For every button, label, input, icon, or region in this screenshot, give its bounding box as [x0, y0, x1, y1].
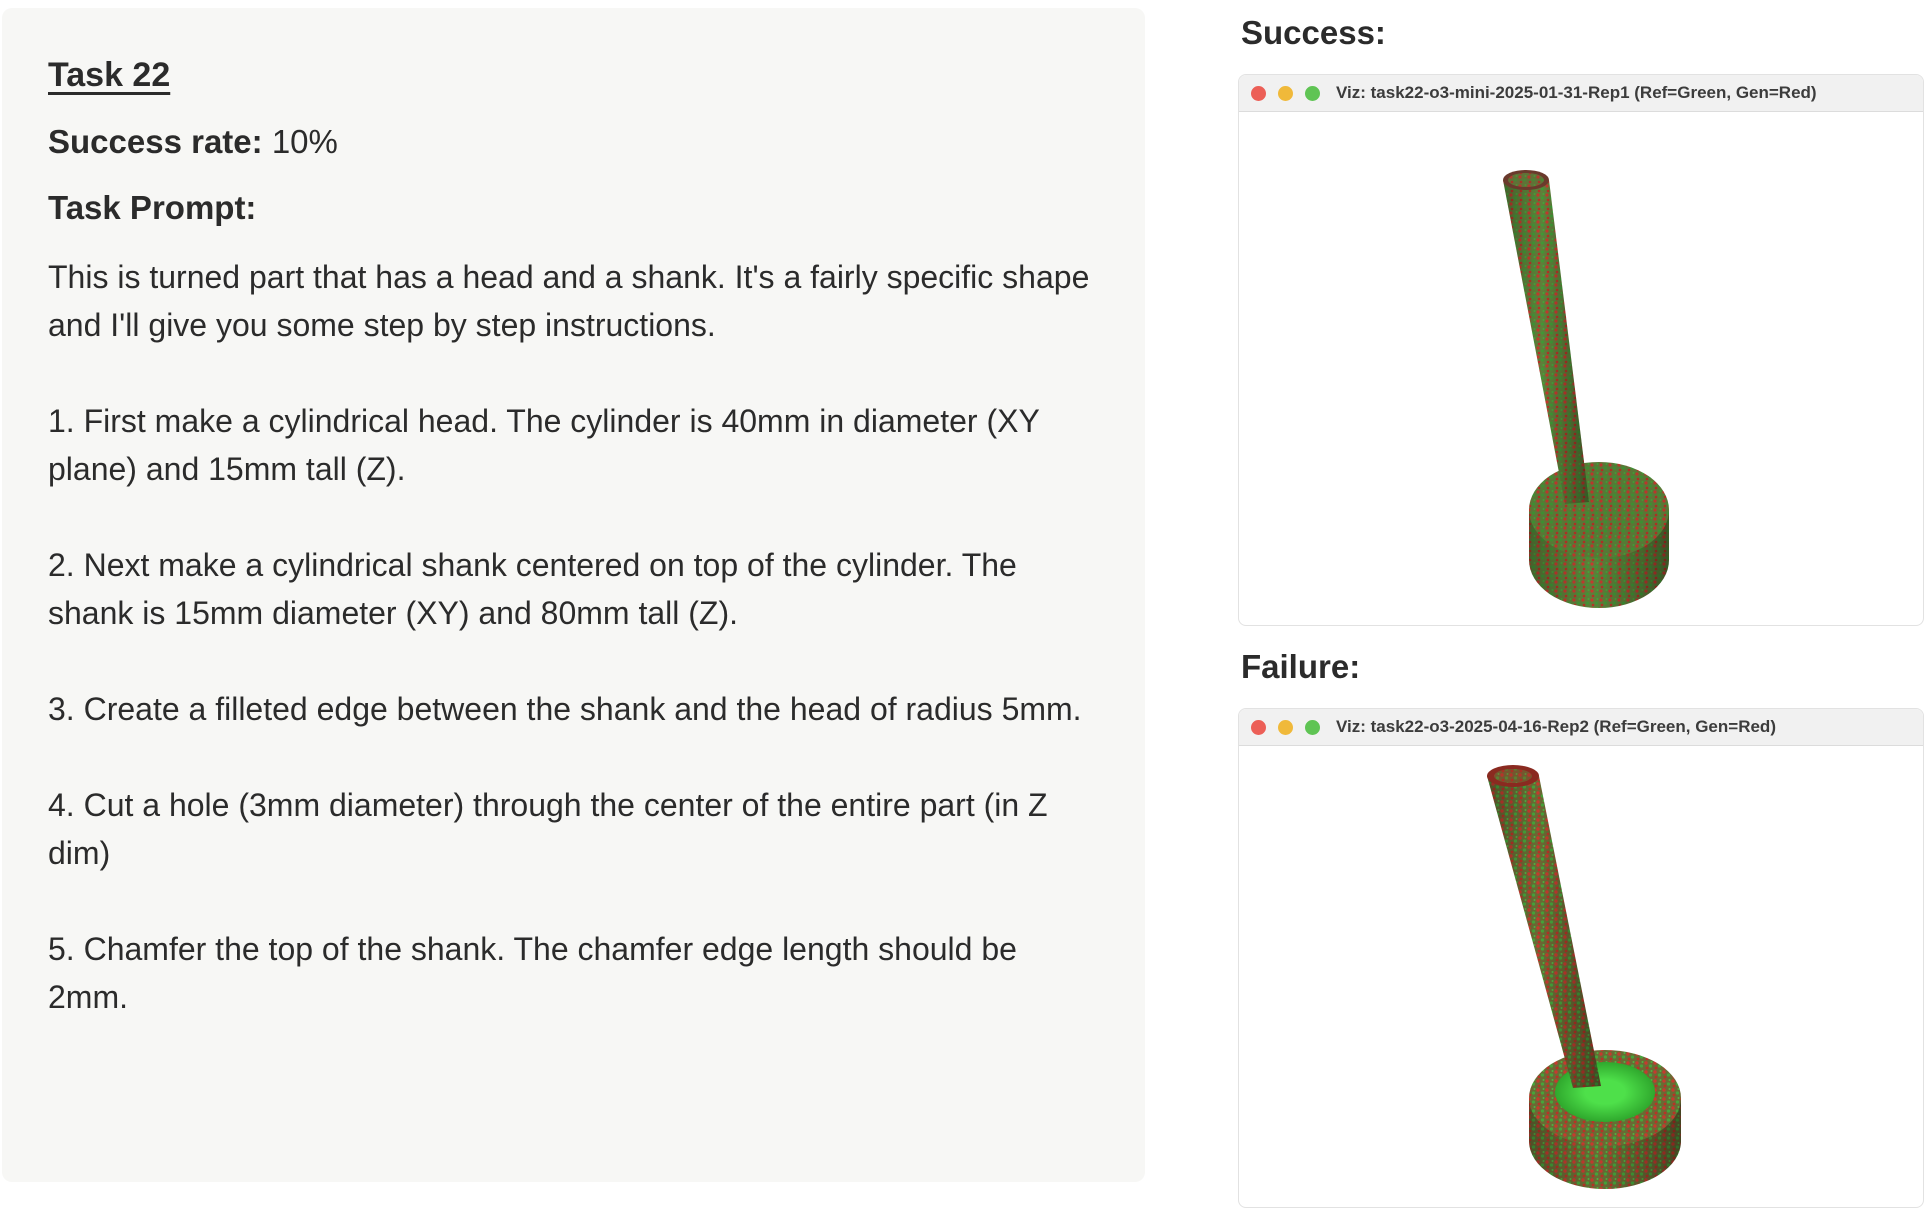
- failure-head: [1529, 1050, 1681, 1189]
- close-button[interactable]: [1251, 86, 1266, 101]
- success-rate-value: 10%: [271, 123, 338, 160]
- maximize-button[interactable]: [1305, 86, 1320, 101]
- prompt-step-1: 1. First make a cylindrical head. The cylinder is 40mm in diameter (XY plane) and 15mm tall (Z).: [48, 403, 1040, 487]
- task-title: Task 22: [48, 56, 171, 94]
- minimize-button[interactable]: [1278, 720, 1293, 735]
- failure-viz-window: [1238, 708, 1924, 1208]
- success-head: [1529, 462, 1669, 608]
- success-part-render[interactable]: [1239, 112, 1924, 626]
- task-card: [2, 8, 1145, 1182]
- success-label: Success:: [1241, 14, 1386, 51]
- failure-viz-title: Viz: task22-o3-2025-04-16-Rep2 (Ref=Green, Gen=Red): [1336, 717, 1776, 736]
- prompt-step-3: 3. Create a filleted edge between the shank and the head of radius 5mm.: [48, 691, 1082, 727]
- minimize-button[interactable]: [1278, 86, 1293, 101]
- success-shank: [1503, 170, 1589, 504]
- failure-viz-titlebar[interactable]: [1239, 709, 1923, 746]
- prompt-step-2: 2. Next make a cylindrical shank centered on top of the cylinder. The shank is 15mm diameter (XY) and 80mm tall (Z).: [48, 547, 1017, 631]
- prompt-step-5: 5. Chamfer the top of the shank. The chamfer edge length should be 2mm.: [48, 931, 1017, 1015]
- failure-label: Failure:: [1241, 648, 1361, 685]
- task-prompt-label: Task Prompt:: [48, 189, 257, 226]
- maximize-button[interactable]: [1305, 720, 1320, 735]
- success-rate: [48, 123, 1099, 161]
- success-rate-label: Success rate:: [48, 123, 263, 160]
- prompt-step-4: 4. Cut a hole (3mm diameter) through the center of the entire part (in Z dim): [48, 787, 1048, 871]
- success-viz-window: [1238, 74, 1924, 626]
- success-viz-titlebar[interactable]: [1239, 75, 1923, 112]
- failure-part-render[interactable]: [1239, 746, 1924, 1208]
- failure-shank: [1487, 765, 1601, 1088]
- success-viz-title: Viz: task22-o3-mini-2025-01-31-Rep1 (Ref=Green, Gen=Red): [1336, 83, 1817, 102]
- prompt-intro: This is turned part that has a head and a shank. It's a fairly specific shape and I'll give you some step by step instructions.: [48, 259, 1090, 343]
- close-button[interactable]: [1251, 720, 1266, 735]
